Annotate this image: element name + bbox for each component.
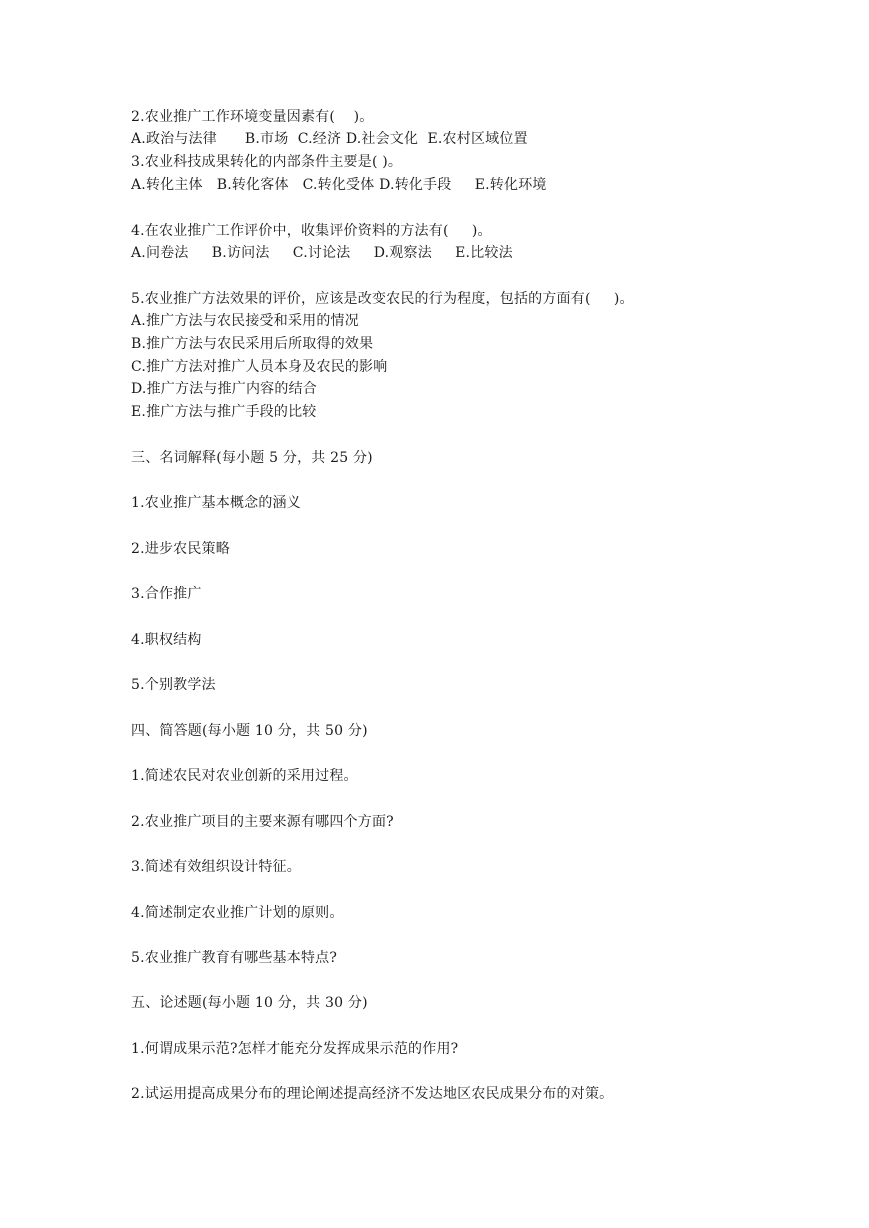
term-1: 1.农业推广基本概念的涵义 (131, 495, 301, 511)
short-answer-4: 4.简述制定农业推广计划的原则。 (131, 905, 344, 921)
term-4: 4.职权结构 (131, 632, 202, 648)
section-4-heading: 四、简答题(每小题 10 分，共 50 分) (131, 723, 368, 739)
essay-2: 2.试运用提高成果分布的理论阐述提高经济不发达地区农民成果分布的对策。 (131, 1086, 614, 1102)
section-3-heading: 三、名词解释(每小题 5 分，共 25 分) (131, 450, 373, 466)
question-5-option-a: A.推广方法与农民接受和采用的情况 (131, 313, 359, 329)
short-answer-3: 3.简述有效组织设计特征。 (131, 859, 301, 875)
term-5: 5.个别教学法 (131, 677, 216, 693)
question-2-stem: 2.农业推广工作环境变量因素有( )。 (131, 109, 374, 125)
question-5-stem: 5.农业推广方法效果的评价，应该是改变农民的行为程度，包括的方面有( )。 (131, 291, 634, 307)
question-5-option-c: C.推广方法对推广人员本身及农民的影响 (131, 359, 388, 375)
term-2: 2.进步农民策略 (131, 541, 230, 557)
short-answer-5: 5.农业推广教育有哪些基本特点? (131, 950, 338, 966)
question-5-option-b: B.推广方法与农民采用后所取得的效果 (131, 336, 374, 352)
question-2-options: A.政治与法律 B.市场 C.经济 D.社会文化 E.农村区域位置 (131, 131, 528, 147)
question-4-options: A.问卷法 B.访问法 C.讨论法 D.观察法 E.比较法 (131, 245, 513, 261)
short-answer-1: 1.简述农民对农业创新的采用过程。 (131, 768, 358, 784)
question-4-stem: 4.在农业推广工作评价中，收集评价资料的方法有( )。 (131, 223, 492, 239)
question-3-stem: 3.农业科技成果转化的内部条件主要是( )。 (131, 154, 403, 170)
question-3-options: A.转化主体 B.转化客体 C.转化受体 D.转化手段 E.转化环境 (131, 177, 547, 193)
essay-1: 1.何谓成果示范?怎样才能充分发挥成果示范的作用? (131, 1041, 459, 1057)
short-answer-2: 2.农业推广项目的主要来源有哪四个方面? (131, 814, 394, 830)
section-5-heading: 五、论述题(每小题 10 分，共 30 分) (131, 995, 368, 1011)
term-3: 3.合作推广 (131, 586, 202, 602)
question-5-option-e: E.推广方法与推广手段的比较 (131, 404, 317, 420)
question-5-option-d: D.推广方法与推广内容的结合 (131, 381, 317, 397)
